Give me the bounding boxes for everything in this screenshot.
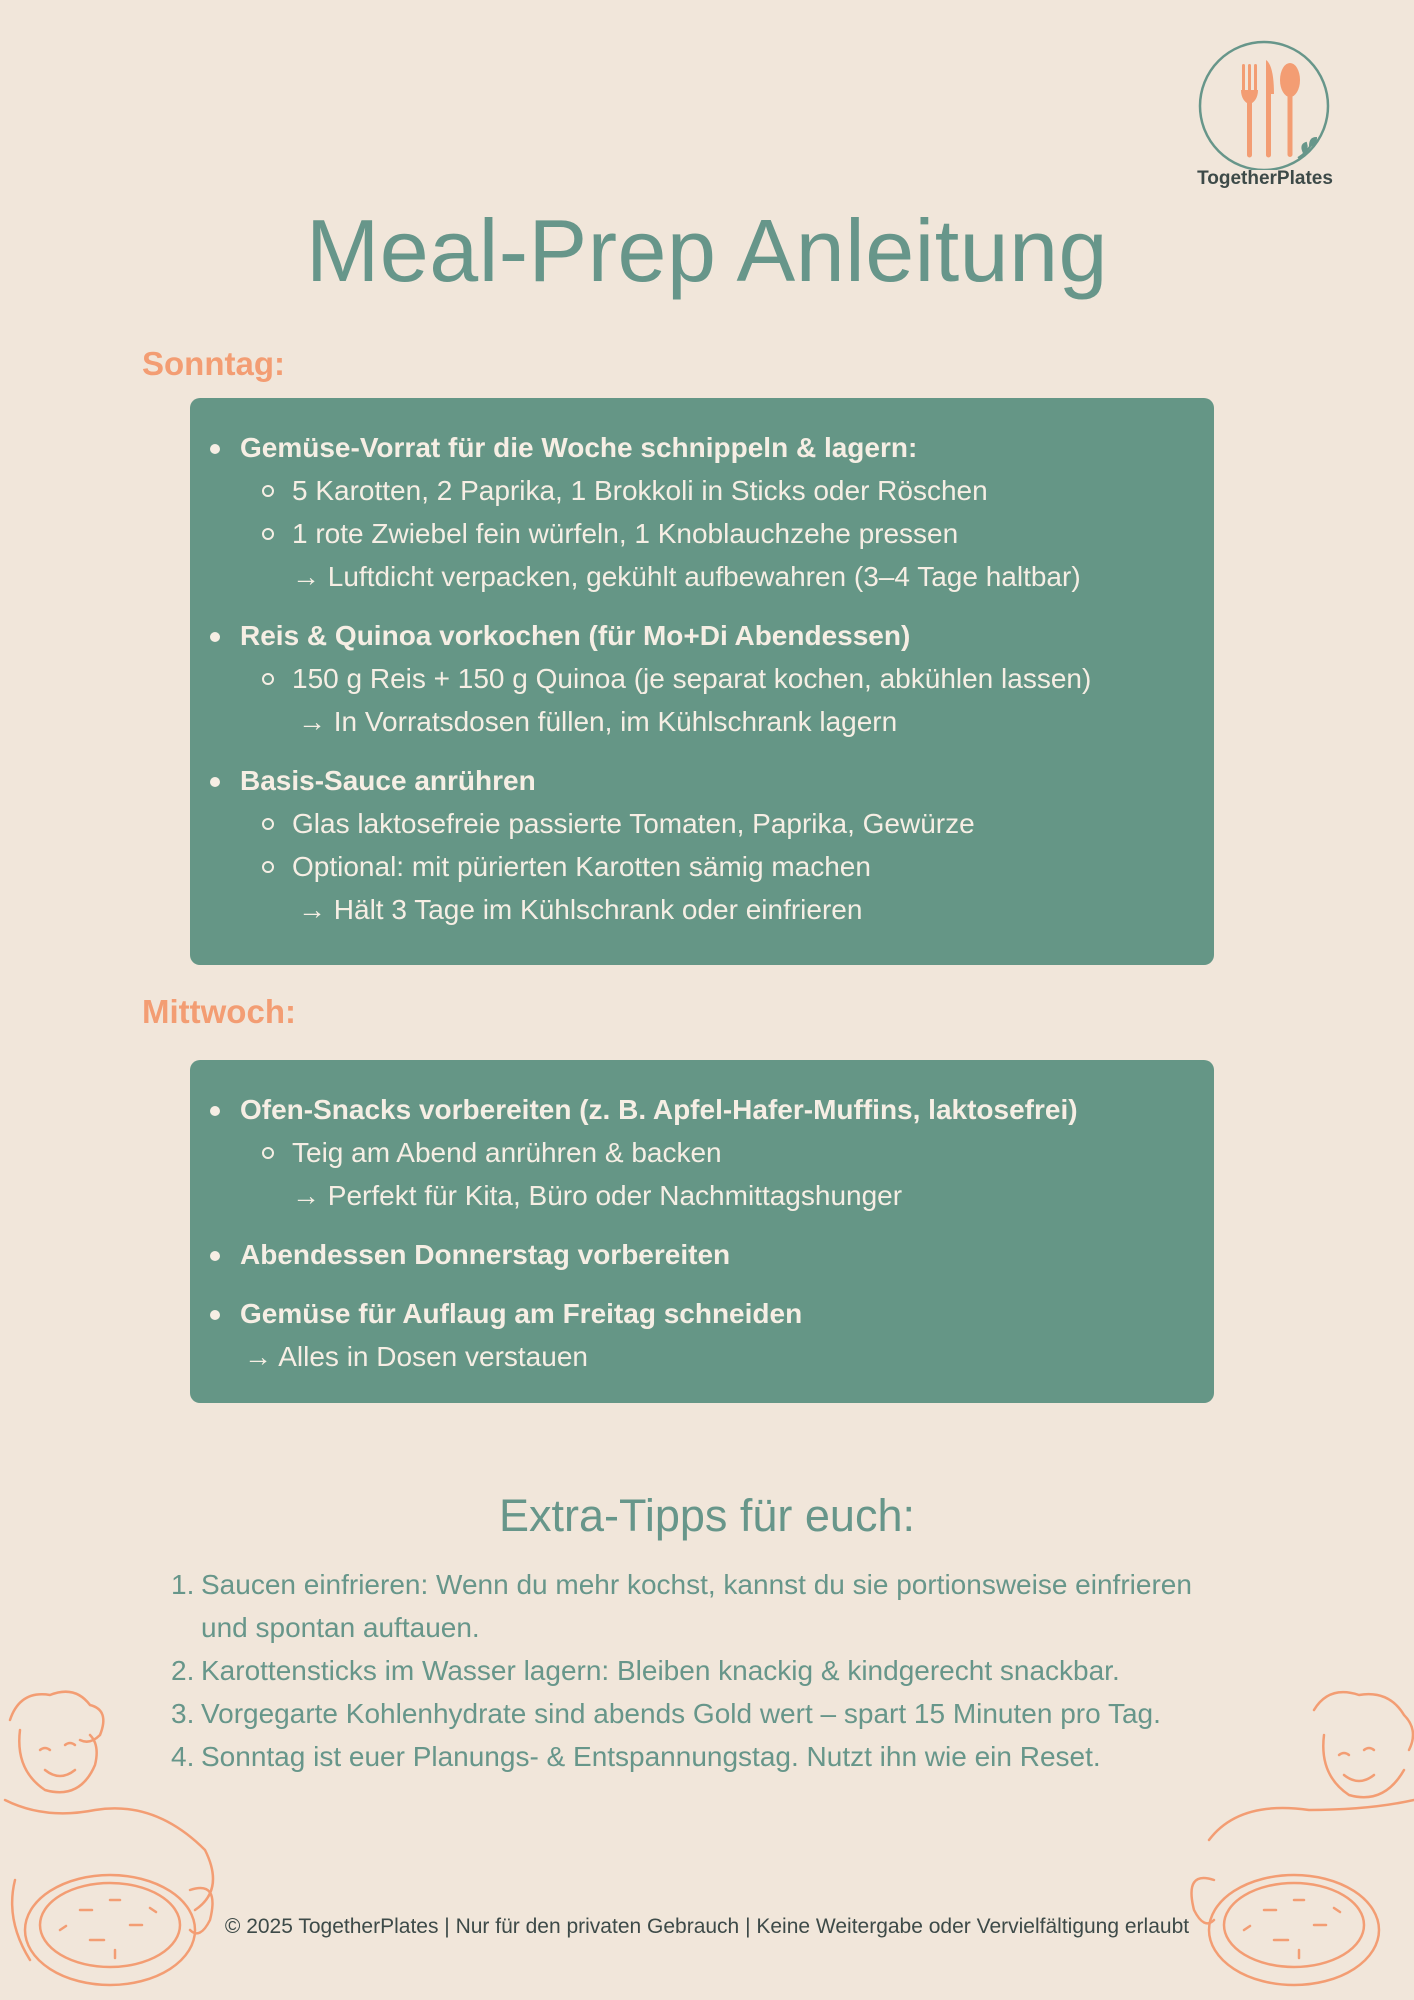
brand-logo bbox=[1180, 40, 1350, 200]
sub-item: Optional: mit pürierten Karotten sämig machen bbox=[292, 845, 1174, 888]
tip-item bbox=[165, 1735, 1245, 1778]
sub-item: Glas laktosefreie passierte Tomaten, Paprika, Gewürze bbox=[292, 802, 1174, 845]
tip-item bbox=[165, 1692, 1245, 1735]
sub-item: 150 g Reis + 150 g Quinoa (je separat kochen, abkühlen lassen) bbox=[292, 657, 1174, 700]
item-note: → Luftdicht verpacken, gekühlt aufbewahren (3–4 Tage haltbar) bbox=[292, 561, 1081, 592]
tip-number: 3. bbox=[171, 1698, 195, 1729]
tip-text: Sonntag ist euer Planungs- & Entspannungstag. Nutzt ihn wie ein Reset. bbox=[201, 1741, 1101, 1772]
item-heading: Abendessen Donnerstag vorbereiten bbox=[240, 1239, 731, 1270]
item-note: → Perfekt für Kita, Büro oder Nachmittagshunger bbox=[292, 1180, 903, 1211]
tip-text: Saucen einfrieren: Wenn du mehr kochst, kannst du sie portionsweise einfrieren und spontan auftauen. bbox=[201, 1569, 1192, 1643]
list-item bbox=[240, 1088, 1174, 1217]
tip-number: 1. bbox=[171, 1569, 195, 1600]
sub-item: 1 rote Zwiebel fein würfeln, 1 Knoblauchzehe pressen bbox=[292, 512, 1174, 555]
list-item bbox=[240, 426, 1174, 598]
tip-number: 4. bbox=[171, 1741, 195, 1772]
item-heading: Ofen-Snacks vorbereiten (z. B. Apfel-Hafer-Muffins, laktosefrei) bbox=[240, 1094, 1078, 1125]
tip-text: Vorgegarte Kohlenhydrate sind abends Gold wert – spart 15 Minuten pro Tag. bbox=[201, 1698, 1161, 1729]
plate-cutlery-icon bbox=[1194, 40, 1334, 170]
section-box-mittwoch bbox=[190, 1060, 1214, 1403]
tip-text: Karottensticks im Wasser lagern: Bleiben knackig & kindgerecht snackbar. bbox=[201, 1655, 1120, 1686]
list-item bbox=[240, 759, 1174, 931]
item-heading: Gemüse für Auflaug am Freitag schneiden bbox=[240, 1298, 803, 1329]
item-note: → Alles in Dosen verstauen bbox=[244, 1341, 588, 1372]
footer-copyright: © 2025 TogetherPlates | Nur für den privaten Gebrauch | Keine Weitergabe oder Vervielfältigung erlaubt bbox=[224, 1915, 1190, 1938]
tips-heading: Extra-Tipps für euch: bbox=[499, 1490, 915, 1541]
item-heading: Basis-Sauce anrühren bbox=[240, 765, 536, 796]
fork-icon bbox=[1241, 64, 1258, 158]
section-heading-sonntag: Sonntag: bbox=[142, 345, 285, 382]
section-box-sonntag bbox=[190, 398, 1214, 965]
list-item bbox=[240, 1233, 1174, 1276]
section-heading-mittwoch: Mittwoch: bbox=[142, 993, 296, 1030]
item-note: → Hält 3 Tage im Kühlschrank oder einfrieren bbox=[298, 894, 863, 925]
list-item bbox=[240, 614, 1174, 743]
item-heading: Gemüse-Vorrat für die Woche schnippeln & lagern: bbox=[240, 432, 918, 463]
spoon-icon bbox=[1280, 63, 1300, 157]
chef-illustration-left bbox=[0, 1680, 230, 2000]
tip-number: 2. bbox=[171, 1655, 195, 1686]
chef-illustration-right bbox=[1184, 1680, 1414, 2000]
tip-item bbox=[165, 1563, 1245, 1649]
tip-item bbox=[165, 1649, 1245, 1692]
sub-item: Teig am Abend anrühren & backen bbox=[292, 1131, 1174, 1174]
page-title: Meal-Prep Anleitung bbox=[306, 201, 1108, 300]
knife-icon bbox=[1266, 60, 1274, 158]
item-note: → In Vorratsdosen füllen, im Kühlschrank lagern bbox=[298, 706, 898, 737]
tips-list bbox=[165, 1563, 1245, 1778]
sub-item: 5 Karotten, 2 Paprika, 1 Brokkoli in Sticks oder Röschen bbox=[292, 469, 1174, 512]
brand-name: TogetherPlates bbox=[1197, 168, 1333, 189]
item-heading: Reis & Quinoa vorkochen (für Mo+Di Abendessen) bbox=[240, 620, 911, 651]
list-item bbox=[240, 1292, 1174, 1378]
